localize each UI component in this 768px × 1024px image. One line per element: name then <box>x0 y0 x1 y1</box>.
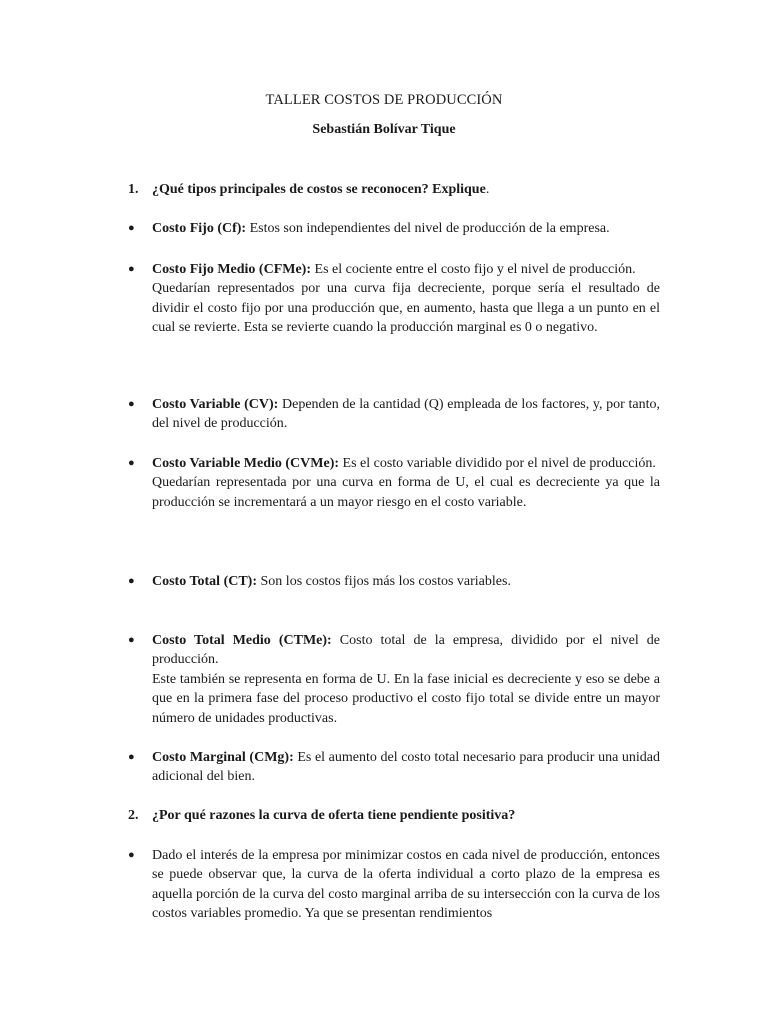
question-1-number: 1. <box>128 182 139 197</box>
bullet-icon: ● <box>128 457 135 469</box>
list-item-costo-total <box>152 572 660 591</box>
term: Costo Variable Medio (CVMe): <box>152 456 340 471</box>
definition: Estos son independientes del nivel de producción de la empresa. <box>246 221 610 236</box>
question-2-text: ¿Por qué razones la curva de oferta tiene pendiente positiva? <box>152 808 516 823</box>
definition: Es el cociente entre el costo fijo y el nivel de producción. <box>311 262 636 277</box>
explanation: Quedarían representada por una curva en forma de U, el cual es decreciente ya que la producción se incrementará a un mayor riesgo en el costo variable. <box>152 475 660 510</box>
document-title: TALLER COSTOS DE PRODUCCIÓN <box>265 92 503 108</box>
definition: Es el aumento del costo total necesario para producir una unidad adicional del bien. <box>152 750 660 785</box>
term: Costo Variable (CV): <box>152 397 279 412</box>
document-author: Sebastián Bolívar Tique <box>312 122 456 137</box>
answer-2-paragraph <box>152 846 660 924</box>
term: Costo Total Medio (CTMe): <box>152 633 332 648</box>
definition: Es el costo variable dividido por el nivel de producción. <box>339 456 656 471</box>
explanation: Quedarían representados por una curva fija decreciente, porque sería el resultado de dividir el costo fijo por una producción que, en aumento, hasta que llega a un punto en el cual se revierte. Esta se revierte cuando la producción marginal es 0 o negativo. <box>152 281 660 336</box>
bullet-icon: ● <box>128 575 135 587</box>
term: Costo Total (CT): <box>152 574 258 589</box>
definition: Dependen de la cantidad (Q) empleada de los factores, y, por tanto, del nivel de producción. <box>152 397 660 432</box>
question-1-period: . <box>485 182 490 197</box>
list-item-costo-fijo <box>152 219 660 238</box>
question-2-number: 2. <box>128 808 139 823</box>
definition: Costo total de la empresa, dividido por el nivel de producción. <box>152 633 660 668</box>
list-item-costo-variable <box>152 395 660 434</box>
bullet-icon: ● <box>128 222 135 234</box>
question-1-label: ¿Qué tipos principales de costos se reconocen? Explique <box>152 182 486 197</box>
list-item-costo-marginal <box>152 748 660 787</box>
list-item-costo-total-medio <box>152 631 660 728</box>
bullet-icon: ● <box>128 849 135 861</box>
explanation: Este también se representa en forma de U. En la fase inicial es decreciente y eso se debe a que en la primera fase del proceso productivo el costo fijo total se divide entre un mayor número de unidades productivas. <box>152 671 660 726</box>
definition: Son los costos fijos más los costos variables. <box>257 574 511 589</box>
term: Costo Fijo Medio (CFMe): <box>152 262 312 277</box>
term: Costo Marginal (CMg): <box>152 750 294 765</box>
bullet-icon: ● <box>128 263 135 275</box>
bullet-icon: ● <box>128 398 135 410</box>
term: Costo Fijo (Cf): <box>152 221 247 236</box>
bullet-icon: ● <box>128 634 135 646</box>
list-item-costo-variable-medio <box>152 454 660 512</box>
bullet-icon: ● <box>128 751 135 763</box>
answer-2-text: Dado el interés de la empresa por minimizar costos en cada nivel de producción, entonces se puede observar que, la curva de la oferta individual a corto plazo de la empresa es aquella porción de la curva del costo marginal arriba de su intersección con la curva de los costos variables promedio. Ya que se presentan rendimientos <box>152 848 660 922</box>
question-1-text <box>152 180 660 199</box>
list-item-costo-fijo-medio <box>152 260 660 338</box>
